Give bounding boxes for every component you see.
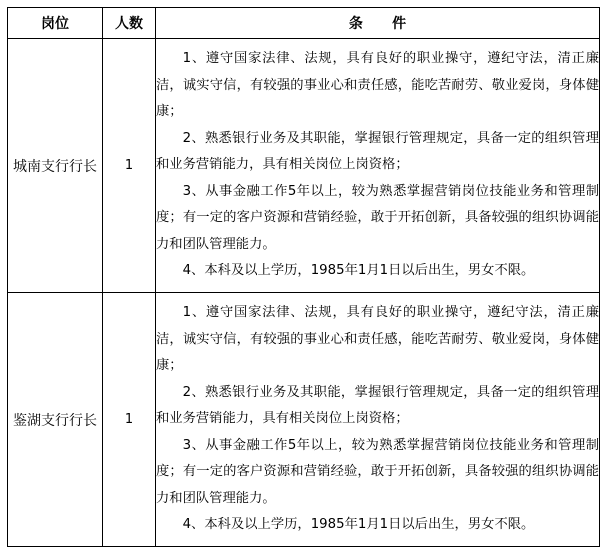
table-header-row: [8, 8, 600, 39]
condition-item: 2、熟悉银行业务及其职能，掌握银行管理规定，具备一定的组织管理和业务营销能力，具有相关岗位上岗资格；: [156, 384, 599, 427]
condition-item: 1、遵守国家法律、法规，具有良好的职业操守，遵纪守法，清正廉洁，诚实守信，有较强的事业心和责任感，能吃苦耐劳、敬业爱岗，身体健康；: [156, 51, 599, 120]
table-row: [8, 39, 600, 293]
condition-item: 3、从事金融工作5年以上，较为熟悉掌握营销岗位技能业务和管理制度；有一定的客户资源和营销经验，敢于开拓创新，具备较强的组织协调能力和团队管理能力。: [156, 183, 599, 252]
conditions-cell: [156, 39, 600, 293]
condition-item: 3、从事金融工作5年以上，较为熟悉掌握营销岗位技能业务和管理制度；有一定的客户资源和营销经验，敢于开拓创新，具备较强的组织协调能力和团队管理能力。: [156, 437, 599, 506]
header-count: 人数: [103, 8, 156, 39]
condition-item: 2、熟悉银行业务及其职能，掌握银行管理规定，具备一定的组织管理和业务营销能力，具有相关岗位上岗资格；: [156, 130, 599, 173]
header-conditions: 条 件: [156, 8, 600, 39]
position-cell: 鉴湖支行行长: [8, 293, 103, 547]
condition-item: 4、本科及以上学历，1985年1月1日以后出生，男女不限。: [182, 263, 535, 279]
job-requirements-table: [7, 7, 600, 547]
conditions-cell: [156, 293, 600, 547]
count-cell: 1: [103, 293, 156, 547]
condition-item: 4、本科及以上学历，1985年1月1日以后出生，男女不限。: [182, 517, 535, 533]
header-position: 岗位: [8, 8, 103, 39]
count-cell: 1: [103, 39, 156, 293]
condition-item: 1、遵守国家法律、法规，具有良好的职业操守，遵纪守法，清正廉洁，诚实守信，有较强的事业心和责任感，能吃苦耐劳、敬业爱岗，身体健康；: [156, 305, 599, 374]
table-row: [8, 293, 600, 547]
position-cell: 城南支行行长: [8, 39, 103, 293]
